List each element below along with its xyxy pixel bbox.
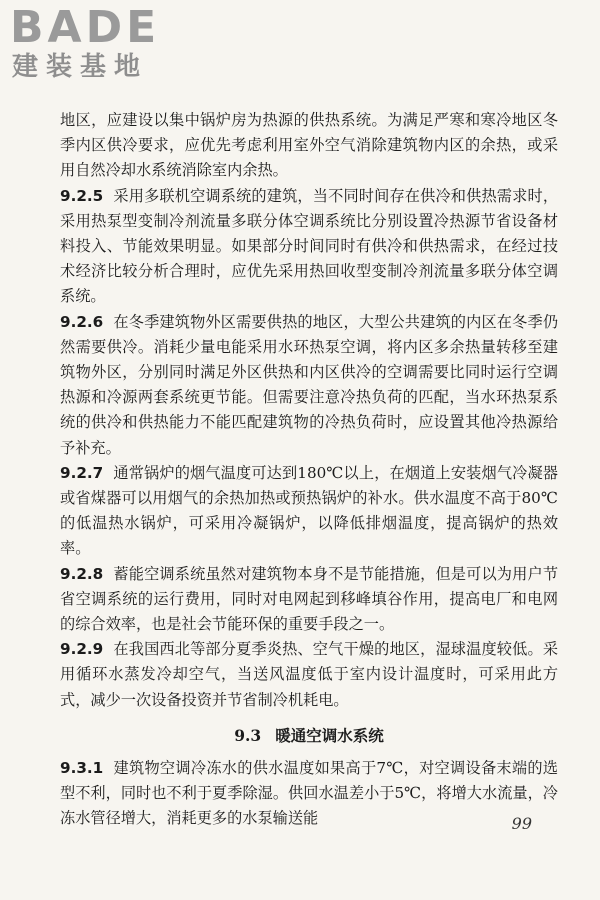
clause-number: 9.2.5 xyxy=(60,186,104,205)
clause-9-2-7 xyxy=(60,461,558,562)
clause-9-2-6 xyxy=(60,310,558,461)
clause-9-3-1 xyxy=(60,756,558,832)
clause-number: 9.2.9 xyxy=(60,640,104,659)
logo-subtitle: 建装基地 xyxy=(12,52,149,82)
clause-text: 采用多联机空调系统的建筑，当不同时间存在供冷和供热需求时，采用热泵型变制冷剂流量多联分体空调系统比分别设置冷热源节省设备材料投入、节能效果明显。如果部分时间同时有供冷和供热需求，在经过技术经济比较分析合理时，应优先采用热回收型变制冷剂流量多联分体空调系统。 xyxy=(60,186,558,306)
bade-logo xyxy=(10,2,161,82)
clause-9-2-5 xyxy=(60,184,558,310)
clause-9-2-8 xyxy=(60,562,558,638)
clause-text: 建筑物空调冷冻水的供水温度如果高于7℃，对空调设备末端的选型不利，同时也不利于夏季除湿。供回水温差小于5℃，将增大水流量，冷冻水管径增大，消耗更多的水泵输送能 xyxy=(60,758,558,828)
page-number: 99 xyxy=(511,814,532,833)
clause-number: 9.3.1 xyxy=(60,758,104,777)
clause-text: 在我国西北等部分夏季炎热、空气干燥的地区，湿球温度较低。采用循环水蒸发冷却空气，当送风温度低于室内设计温度时，可采用此方式，减少一次设备投资并节省制冷机耗电。 xyxy=(60,640,558,709)
section-title-text: 暖通空调水系统 xyxy=(275,725,384,745)
section-heading xyxy=(60,723,558,748)
paragraph-text: 地区，应建设以集中锅炉房为热源的供热系统。为满足严寒和寒冷地区冬季内区供冷要求，应优先考虑利用室外空气消除建筑物内区的余热，或采用自然冷却水系统消除室内余热。 xyxy=(60,111,558,180)
clause-text: 在冬季建筑物外区需要供热的地区，大型公共建筑的内区在冬季仍然需要供冷。消耗少量电能采用水环热泵空调，将内区多余热量转移至建筑物外区，分别同时满足外区供热和内区供冷的空调需要比同时运行空调热源和冷源两套系统更节能。但需要注意冷热负荷的匹配，当水环热泵系统的供冷和供热能力不能匹配建筑物的冷热负荷时，应设置其他冷热源给予补充。 xyxy=(60,312,558,457)
page-body xyxy=(60,108,558,831)
clause-9-2-9 xyxy=(60,637,558,713)
section-number: 9.3 xyxy=(234,725,262,745)
paragraph-continued xyxy=(60,108,558,184)
clause-text: 通常锅炉的烟气温度可达到180℃以上，在烟道上安装烟气冷凝器或省煤器可以用烟气的余热加热或预热锅炉的补水。供水温度不高于80℃的低温热水锅炉，可采用冷凝锅炉，以降低排烟温度，提高锅炉的热效率。 xyxy=(60,463,558,558)
logo-word: BADE xyxy=(10,2,161,53)
clause-number: 9.2.8 xyxy=(60,564,104,583)
clause-number: 9.2.6 xyxy=(60,312,104,331)
clause-text: 蓄能空调系统虽然对建筑物本身不是节能措施，但是可以为用户节省空调系统的运行费用，同时对电网起到移峰填谷作用，提高电厂和电网的综合效率，也是社会节能环保的重要手段之一。 xyxy=(60,564,558,634)
clause-number: 9.2.7 xyxy=(60,463,104,482)
